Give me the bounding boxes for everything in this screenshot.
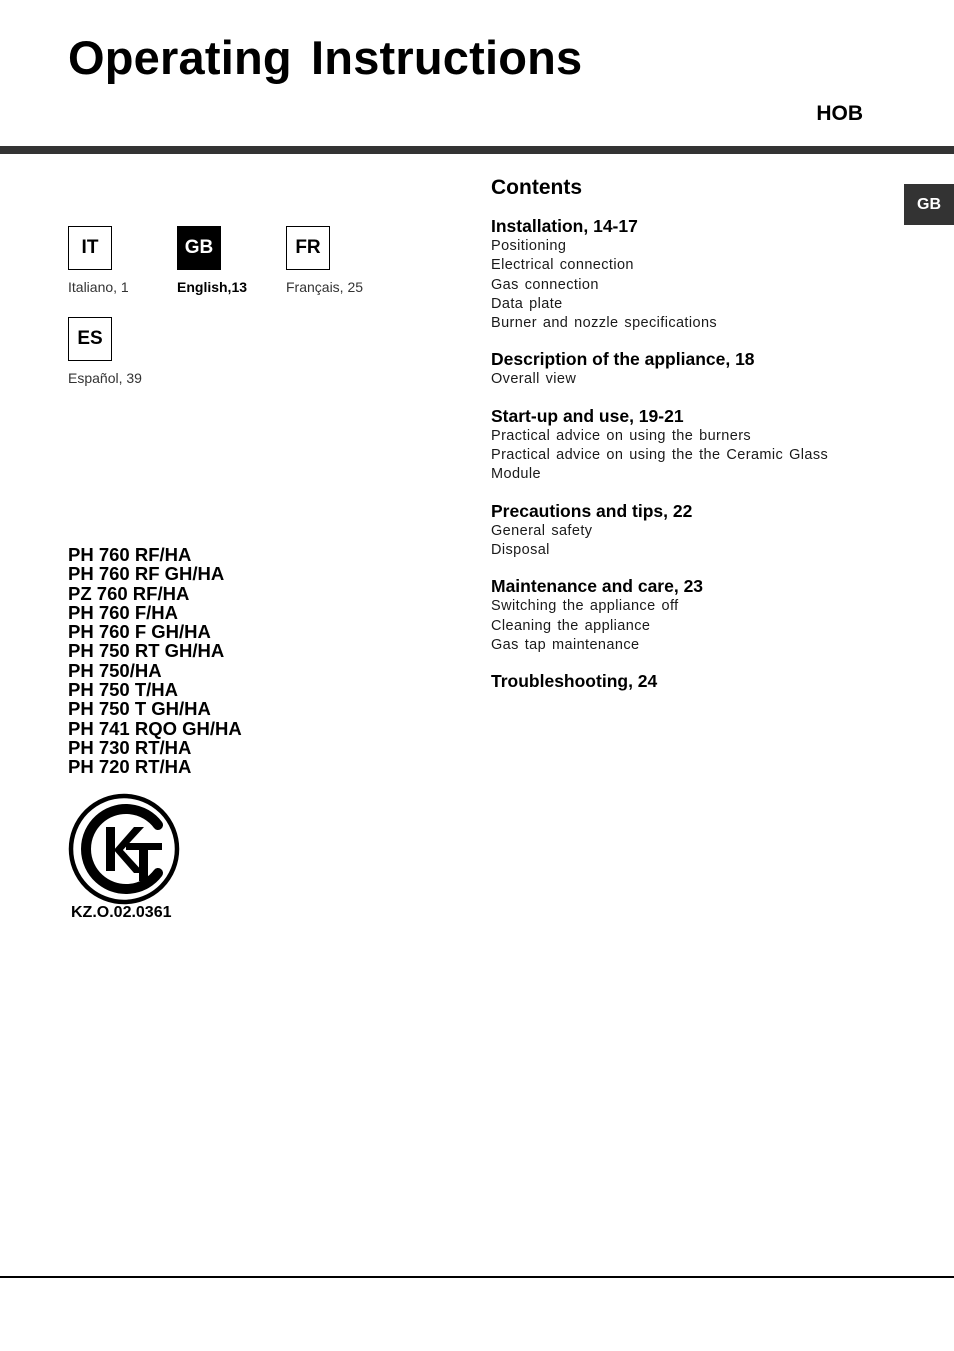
- table-of-contents: [491, 176, 871, 708]
- language-label: English,13: [177, 279, 248, 295]
- certification-code: KZ.O.02.0361: [71, 904, 172, 921]
- section-item: Cleaning the appliance: [491, 617, 651, 634]
- language-code-box: GB: [177, 226, 221, 270]
- section-item: Overall view: [491, 371, 577, 388]
- contents-section-troubleshooting[interactable]: [491, 671, 871, 692]
- contents-title: Contents: [491, 176, 582, 199]
- model-item: PH 750 RT GH/HA: [68, 640, 225, 662]
- product-type: HOB: [816, 102, 863, 125]
- language-es[interactable]: [68, 317, 142, 386]
- footer-divider: [0, 1276, 954, 1278]
- section-title: Troubleshooting, 24: [491, 671, 658, 692]
- contents-section-precautions[interactable]: [491, 501, 871, 561]
- contents-section-installation[interactable]: [491, 216, 871, 333]
- language-code-box: ES: [68, 317, 112, 361]
- language-label: Español, 39: [68, 370, 142, 386]
- certification-logo-icon: [68, 793, 180, 905]
- language-label: Italiano, 1: [68, 279, 129, 295]
- section-item: Data plate: [491, 295, 563, 312]
- section-title: Installation, 14-17: [491, 216, 638, 236]
- language-it[interactable]: [68, 226, 129, 295]
- section-item: Electrical connection: [491, 257, 634, 274]
- language-fr[interactable]: [286, 226, 363, 295]
- language-code-box: FR: [286, 226, 330, 270]
- section-item: Positioning: [491, 238, 567, 254]
- language-code-box: IT: [68, 226, 112, 270]
- section-title: Precautions and tips, 22: [491, 500, 693, 521]
- language-gb[interactable]: [177, 226, 247, 295]
- section-item: Disposal: [491, 541, 550, 558]
- model-item: PH 760 RF GH/HA: [68, 563, 225, 585]
- section-title: Description of the appliance, 18: [491, 349, 755, 370]
- section-item: Burner and nozzle specifications: [491, 315, 718, 332]
- contents-section-startup[interactable]: [491, 406, 871, 485]
- model-item: PH 741 RQO GH/HA: [68, 717, 242, 739]
- model-item: PH 720 RT/HA: [68, 756, 192, 778]
- language-label: Français, 25: [286, 279, 364, 295]
- section-item: Switching the appliance off: [491, 598, 679, 615]
- section-item: Gas connection: [491, 276, 599, 293]
- section-item: Gas tap maintenance: [491, 636, 640, 653]
- section-item: Practical advice on using the the Ceramic Glass Module: [491, 447, 829, 483]
- model-item: PH 750 T/HA: [68, 679, 179, 701]
- model-item: PH 760 F/HA: [68, 601, 179, 623]
- model-item: PH 750 T GH/HA: [68, 698, 211, 720]
- section-title: Start-up and use, 19-21: [491, 405, 684, 426]
- model-item: PH 730 RT/HA: [68, 736, 192, 758]
- contents-section-description[interactable]: [491, 349, 871, 389]
- model-item: PH 750/HA: [68, 659, 162, 681]
- header-divider: [0, 146, 954, 154]
- page-title: Operating Instructions: [68, 31, 583, 84]
- section-item: General safety: [491, 522, 593, 539]
- language-side-tab: GB: [904, 184, 954, 225]
- section-item: Practical advice on using the burners: [491, 427, 752, 444]
- model-item: PH 760 RF/HA: [68, 544, 192, 565]
- contents-section-maintenance[interactable]: [491, 576, 871, 655]
- model-list: [68, 545, 242, 777]
- model-item: PZ 760 RF/HA: [68, 582, 190, 604]
- section-title: Maintenance and care, 23: [491, 576, 704, 597]
- model-item: PH 760 F GH/HA: [68, 621, 211, 643]
